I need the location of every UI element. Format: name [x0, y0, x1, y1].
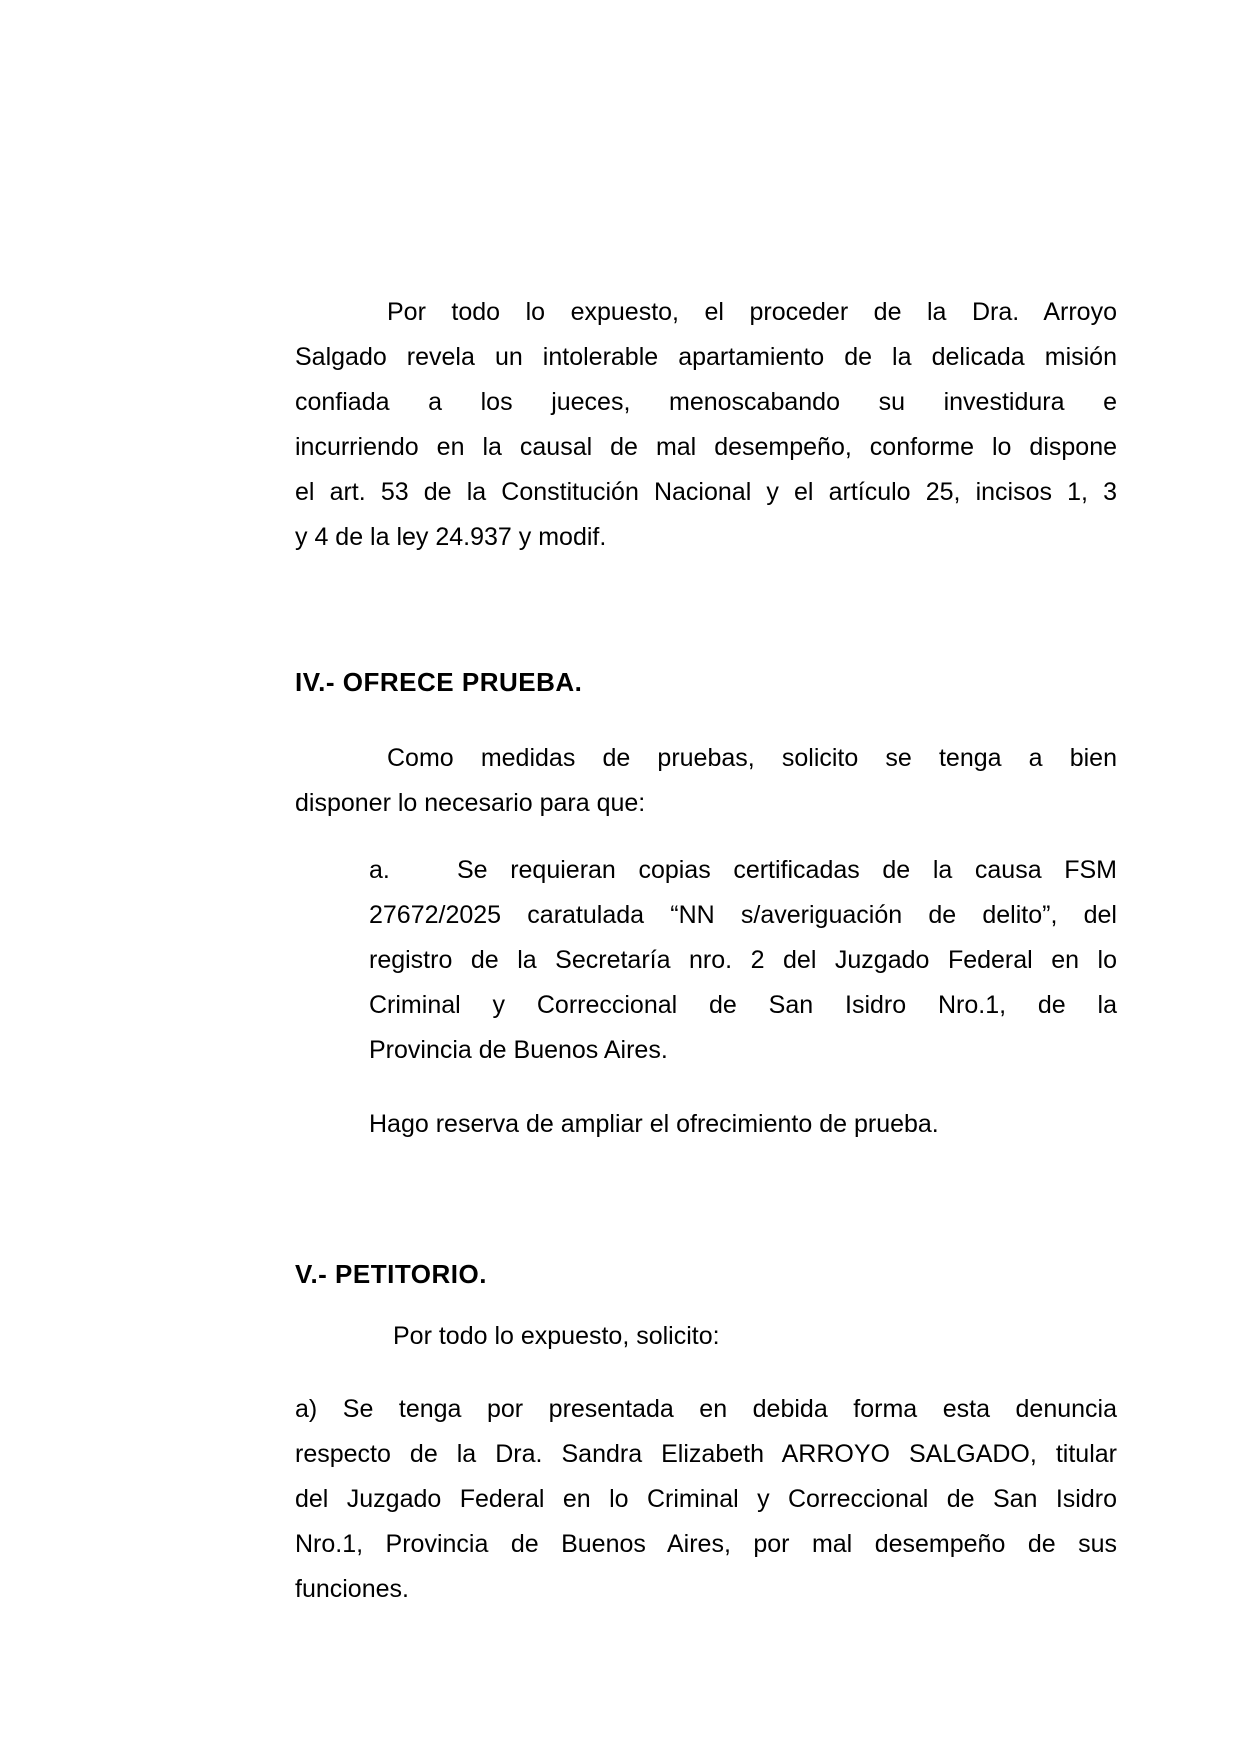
- paragraph-reserva: [369, 1102, 1117, 1147]
- petition-item-a: [295, 1387, 1117, 1612]
- petition-item-a-line-2: respecto de la Dra. Sandra Elizabeth ARROYO SALGADO, titular: [295, 1440, 1117, 1468]
- evidence-item-a-line-4: Criminal y Correccional de San Isidro Nro.1, de la: [369, 991, 1117, 1019]
- solicito-line: Por todo lo expuesto, solicito:: [393, 1322, 720, 1350]
- evidence-item-a-line-3: registro de la Secretaría nro. 2 del Juzgado Federal en lo: [369, 946, 1117, 974]
- intro-line-2: Salgado revela un intolerable apartamiento de la delicada misión: [295, 343, 1117, 371]
- petition-item-a-line-4: Nro.1, Provincia de Buenos Aires, por mal desempeño de sus: [295, 1530, 1117, 1558]
- intro-line-5: el art. 53 de la Constitución Nacional y el artículo 25, incisos 1, 3: [295, 478, 1117, 506]
- evidence-item-a-text: Se requieran copias certificadas de la causa FSM: [457, 856, 1117, 884]
- evidence-item-a: [369, 848, 1117, 1073]
- como-line-2: disponer lo necesario para que:: [295, 789, 646, 817]
- como-line-1: Como medidas de pruebas, solicito se tenga a bien: [387, 744, 1117, 772]
- petition-item-a-line-5: funciones.: [295, 1575, 409, 1603]
- intro-line-1: Por todo lo expuesto, el proceder de la Dra. Arroyo: [387, 298, 1117, 326]
- intro-line-4: incurriendo en la causal de mal desempeño, conforme lo dispone: [295, 433, 1117, 461]
- evidence-item-a-marker: a.: [369, 856, 390, 884]
- petition-item-a-line-3: del Juzgado Federal en lo Criminal y Correccional de San Isidro: [295, 1485, 1117, 1513]
- paragraph-solicito: [295, 1314, 1117, 1359]
- evidence-item-a-line-2: 27672/2025 caratulada “NN s/averiguación de delito”, del: [369, 901, 1117, 929]
- reserva-line: Hago reserva de ampliar el ofrecimiento de prueba.: [369, 1110, 939, 1138]
- evidence-item-a-line-1: [369, 848, 1117, 893]
- paragraph-intro: [295, 290, 1117, 560]
- paragraph-como-medidas: [295, 736, 1117, 826]
- intro-line-6: y 4 de la ley 24.937 y modif.: [295, 523, 607, 551]
- document-content: [295, 290, 1117, 1612]
- section-v-heading: V.- PETITORIO.: [295, 1259, 487, 1289]
- evidence-item-a-line-5: Provincia de Buenos Aires.: [369, 1036, 668, 1064]
- petition-item-a-line-1: a) Se tenga por presentada en debida forma esta denuncia: [295, 1395, 1117, 1423]
- intro-line-3: confiada a los jueces, menoscabando su investidura e: [295, 388, 1117, 416]
- section-iv-heading: IV.- OFRECE PRUEBA.: [295, 667, 583, 697]
